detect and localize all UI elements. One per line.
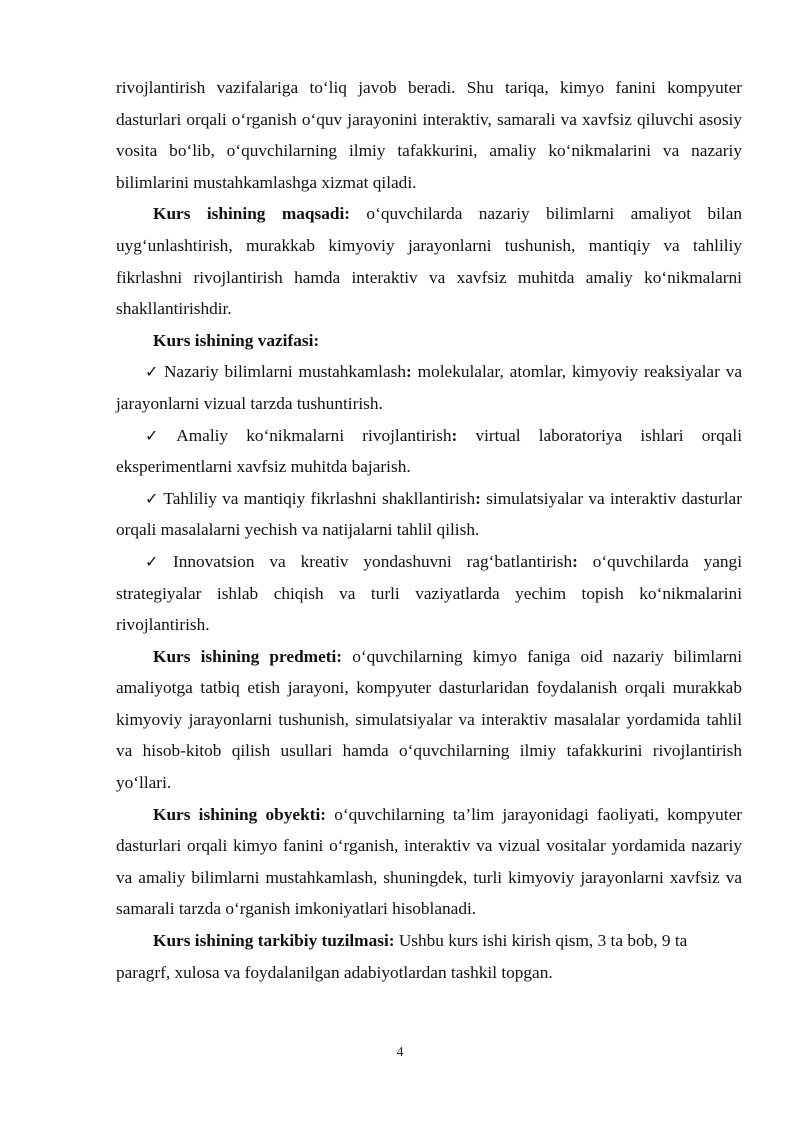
task-colon: : [572,551,578,571]
structure-text: Ushbu kurs ishi kirish qism, 3 ta bob, 9 ta paragrf, xulosa va foydalanilgan adabiyotlardan tashkil topgan. [116,931,688,982]
subject-text: o‘quvchilarning kimyo faniga oid nazariy bilimlarni amaliyotga tatbiq etish jarayoni, kompyuter dasturlaridan foydalanish orqali murakkab kimyoviy jarayonlarni tushunish, simulatsiyalar va interaktiv masalalar yordamida tahlil va hisob-kitob qilish usullari hamda o‘quvchilarning ilmiy tafakkurini rivojlantirish yo‘llari. [116,646,742,793]
task-item-1 [116,356,742,419]
task-text: molekulalar, atomlar, kimyoviy reaksiyalar va jarayonlarni vizual tarzda tushuntirish. [116,362,743,413]
task-item-2 [116,420,742,483]
task-text: o‘quvchilarda yangi strategiyalar ishlab chiqish va turli vaziyatlarda yechim topish ko‘nikmalarini rivojlantirish. [116,551,742,635]
object-text: o‘quvchilarning ta’lim jarayonidagi faoliyati, kompyuter dasturlari orqali kimyo fanini o‘rganish, interaktiv va vizual vositalar yordamida nazariy va amaliy bilimlarni mustahkamlash, shuningdek, turli kimyoviy jarayonlarni xavfsiz va samarali tarzda o‘rganish imkoniyatlari hisoblanadi. [116,804,742,919]
tasks-heading-label: Kurs ishining vazifasi: [153,330,320,350]
object-label: Kurs ishining obyekti: [153,804,327,824]
task-text: simulatsiyalar va interaktiv dasturlar orqali masalalarni yechish va natijalarni tahlil qilish. [116,488,742,540]
subject-paragraph [116,641,742,799]
goal-text: o‘quvchilarda nazariy bilimlarni amaliyot bilan uyg‘unlashtirish, murakkab kimyoviy jarayonlarni tushunish, mantiqiy va tahliliy fikrlashni rivojlantirish hamda interaktiv va xavfsiz muhitda amaliy ko‘nikmalarni shakllantirishdir. [116,204,743,319]
task-title: Amaliy ko‘nikmalarni rivojlantirish [176,425,452,445]
tasks-heading [116,325,742,357]
task-title: Tahliliy va mantiqiy fikrlashni shakllantirish [163,488,476,508]
task-text: virtual laboratoriya ishlari orqali eksperimentlarni xavfsiz muhitda bajarish. [116,425,742,477]
goal-paragraph [116,198,742,324]
task-colon: : [475,488,481,508]
task-colon: : [451,425,458,445]
task-colon: : [406,362,412,382]
checkmark-icon: ✓ [145,425,173,445]
task-item-3 [116,483,742,546]
goal-label: Kurs ishining maqsadi: [153,204,351,224]
subject-label: Kurs ishining predmeti: [153,646,343,666]
intro-paragraph: rivojlantirish vazifalariga to‘liq javob beradi. Shu tariqa, kimyo fanini kompyuter dasturlari orqali o‘rganish o‘quv jarayonini interaktiv, samarali va xavfsiz qiluvchi asosiy vosita bo‘lib, o‘quvchilarning ilmiy tafakkurini, amaliy ko‘nikmalarini va nazariy bilimlarini mustahkamlashga xizmat qiladi. [116,78,742,192]
task-item-4 [116,546,742,641]
structure-paragraph [116,925,742,988]
task-title: Innovatsion va kreativ yondashuvni rag‘batlantirish [172,551,573,571]
page-number: 4 [396,1045,404,1060]
task-title: Nazariy bilimlarni mustahkamlash [163,362,407,382]
checkmark-icon: ✓ [145,488,160,508]
structure-label: Kurs ishining tarkibiy tuzilmasi: [153,931,395,951]
checkmark-icon: ✓ [145,362,160,382]
checkmark-icon: ✓ [145,551,169,571]
object-paragraph [116,799,742,925]
